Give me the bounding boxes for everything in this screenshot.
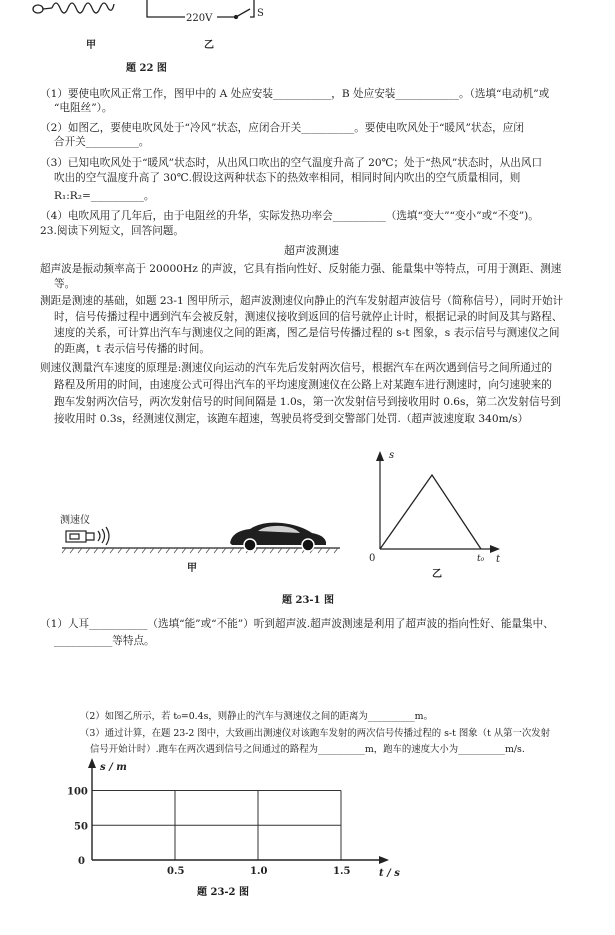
q22-part2-line1: （2）如图乙，要使电吹风处于“冷风”状态，应闭合开关__________。要使电吹风处于“暖风”状态，应闭 — [40, 122, 524, 134]
q23-intro: 23.阅读下列短文，回答问题。 — [40, 225, 184, 237]
passage-p2-line2: 时，信号传播过程中遇到汽车会被反射，测速仪接收到返回的信号就停止计时，根据记录的时间及其与路程、 — [54, 311, 563, 323]
x-axis-label: t / s — [379, 868, 400, 879]
t-axis-arrow-icon — [490, 545, 500, 553]
x-axis-arrow-icon — [379, 856, 389, 864]
figure-22 — [0, 0, 615, 75]
passage-p1-line2: 等。 — [54, 278, 76, 290]
figure-23-1 — [0, 445, 615, 610]
switch-label: S — [257, 8, 264, 19]
q22-part3-line3: R₁:R₂=__________。 — [54, 190, 155, 202]
figure-22-label-jia: 甲 — [86, 40, 96, 51]
figure-23-1-caption: 题 23-1 图 — [282, 595, 334, 606]
q22-part4: （4）电吹风用了几年后，由于电阻丝的升华，实际发热功率会__________（选填“变大”“变小”或“不变”)。 — [40, 210, 539, 222]
figure-23-2-caption: 题 23-2 图 — [197, 887, 249, 898]
q23-part1-line2: ___________等特点。 — [54, 635, 155, 647]
q23-part3-line2: 信号开始计时）.跑车在两次遇到信号之间通过的路程为__________m，跑车的速度大小为__________m/s. — [90, 744, 525, 755]
figure-23-1-drawing — [0, 445, 615, 610]
st-graph-t0-label: t₀ — [477, 554, 485, 564]
figure-22-drawing — [0, 0, 615, 75]
s-axis-arrow-icon — [376, 451, 384, 461]
passage-p1-line1: 超声波是振动频率高于 20000Hz 的声波，它具有指向性好、反射能力强、能量集中等特点，可用于测距、测速 — [40, 263, 562, 275]
y-axis-label: s / m — [100, 762, 127, 773]
x-tick-label: 1.5 — [333, 866, 351, 877]
st-graph-t-label: t — [496, 554, 501, 565]
q23-part1-line1: （1）人耳___________（选填“能”或“不能”）听到超声波.超声波测速是利用了超声波的指向性好、能量集中、 — [40, 618, 554, 630]
passage-p3-line2: 路程及所用的时间，由速度公式可得出汽车的平均速度测速仪在公路上对某跑车进行测速时，向匀速驶来的 — [54, 379, 552, 391]
figure-22-caption: 题 22 图 — [126, 63, 167, 74]
heater-coil-icon — [33, 3, 114, 13]
speed-gun-icon — [66, 527, 109, 545]
q22-part3-line1: （3）已知电吹风处于“暖风”状态时，从出风口吹出的空气温度升高了 20℃；处于“热风”状态时，从出风口 — [40, 157, 543, 169]
origin-label: 0 — [78, 856, 85, 867]
figure-23-1-label-jia: 甲 — [187, 563, 197, 574]
x-tick-label: 1.0 — [250, 866, 268, 877]
figure-23-1-label-yi: 乙 — [432, 569, 442, 580]
figure-22-label-yi: 乙 — [204, 40, 214, 51]
y-tick-label: 50 — [74, 821, 88, 833]
x-tick-label: 0.5 — [167, 866, 185, 877]
st-graph-origin: 0 — [369, 553, 376, 564]
q22-part2-line2: 合开关__________。 — [54, 136, 150, 148]
road-hatching — [62, 548, 338, 553]
st-graph-triangle — [380, 475, 481, 549]
q23-part3-line1: （3）通过计算，在题 23-2 图中，大致画出测速仪对该跑车发射的两次信号传播过程的 s-t 图象（t 从第一次发射 — [80, 728, 550, 739]
passage-p2-line4: 的距离，t 表示信号传播的时间。 — [54, 343, 210, 355]
figure-23-2 — [60, 758, 400, 903]
q23-part2: （2）如图乙所示，若 t₀=0.4s，则静止的汽车与测速仪之间的距离为__________m。 — [80, 711, 433, 722]
q22-part1-line1: （1）要使电吹风正常工作，图甲中的 A 处应安装___________，B 处应安装____________。（选填“电动机”或 — [40, 88, 550, 100]
y-tick-label: 100 — [67, 786, 88, 798]
passage-p2-line1: 测距是测速的基础，如题 23-1 图甲所示，超声波测速仪向静止的汽车发射超声波信号（简称信号），同时开始计 — [40, 295, 564, 307]
passage-p3-line1: 则速仪测量汽车速度的原理是:测速仪向运动的汽车先后发射两次信号，根据汽车在两次遇到信号之间所通过的 — [40, 362, 553, 374]
q22-part3-line2: 吹出的空气温度升高了 30℃.假设这两种状态下的热效率相同，相同时间内吹出的空气质量相同，则 — [54, 172, 521, 184]
sports-car-icon — [230, 523, 326, 551]
st-graph-s-label: s — [389, 450, 395, 461]
voltage-label: 220V — [186, 13, 213, 24]
figure-23-2-chart — [60, 758, 400, 903]
speed-gun-label: 测速仪 — [60, 515, 90, 526]
passage-title: 超声波测速 — [284, 244, 339, 257]
y-axis-arrow-icon — [88, 758, 96, 768]
q22-part1-line2: “电阻丝”）。 — [54, 102, 113, 114]
passage-p3-line4: 接收用时 0.3s，经测速仪测定，该跑车超速，驾驶员将受到交警部门处罚.（超声波速度取 340m/s） — [54, 413, 529, 425]
passage-p2-line3: 速度的关系，可计算出汽车与测速仪之间的距离，图乙是信号传播过程的 s-t 图象，s 表示信号与测速仪之间 — [54, 327, 560, 339]
passage-p3-line3: 跑车发射两次信号，两次发射信号的时间间隔是 1.0s，第一次发射信号到接收用时 0.6s，第二次发射信号到 — [54, 396, 561, 408]
